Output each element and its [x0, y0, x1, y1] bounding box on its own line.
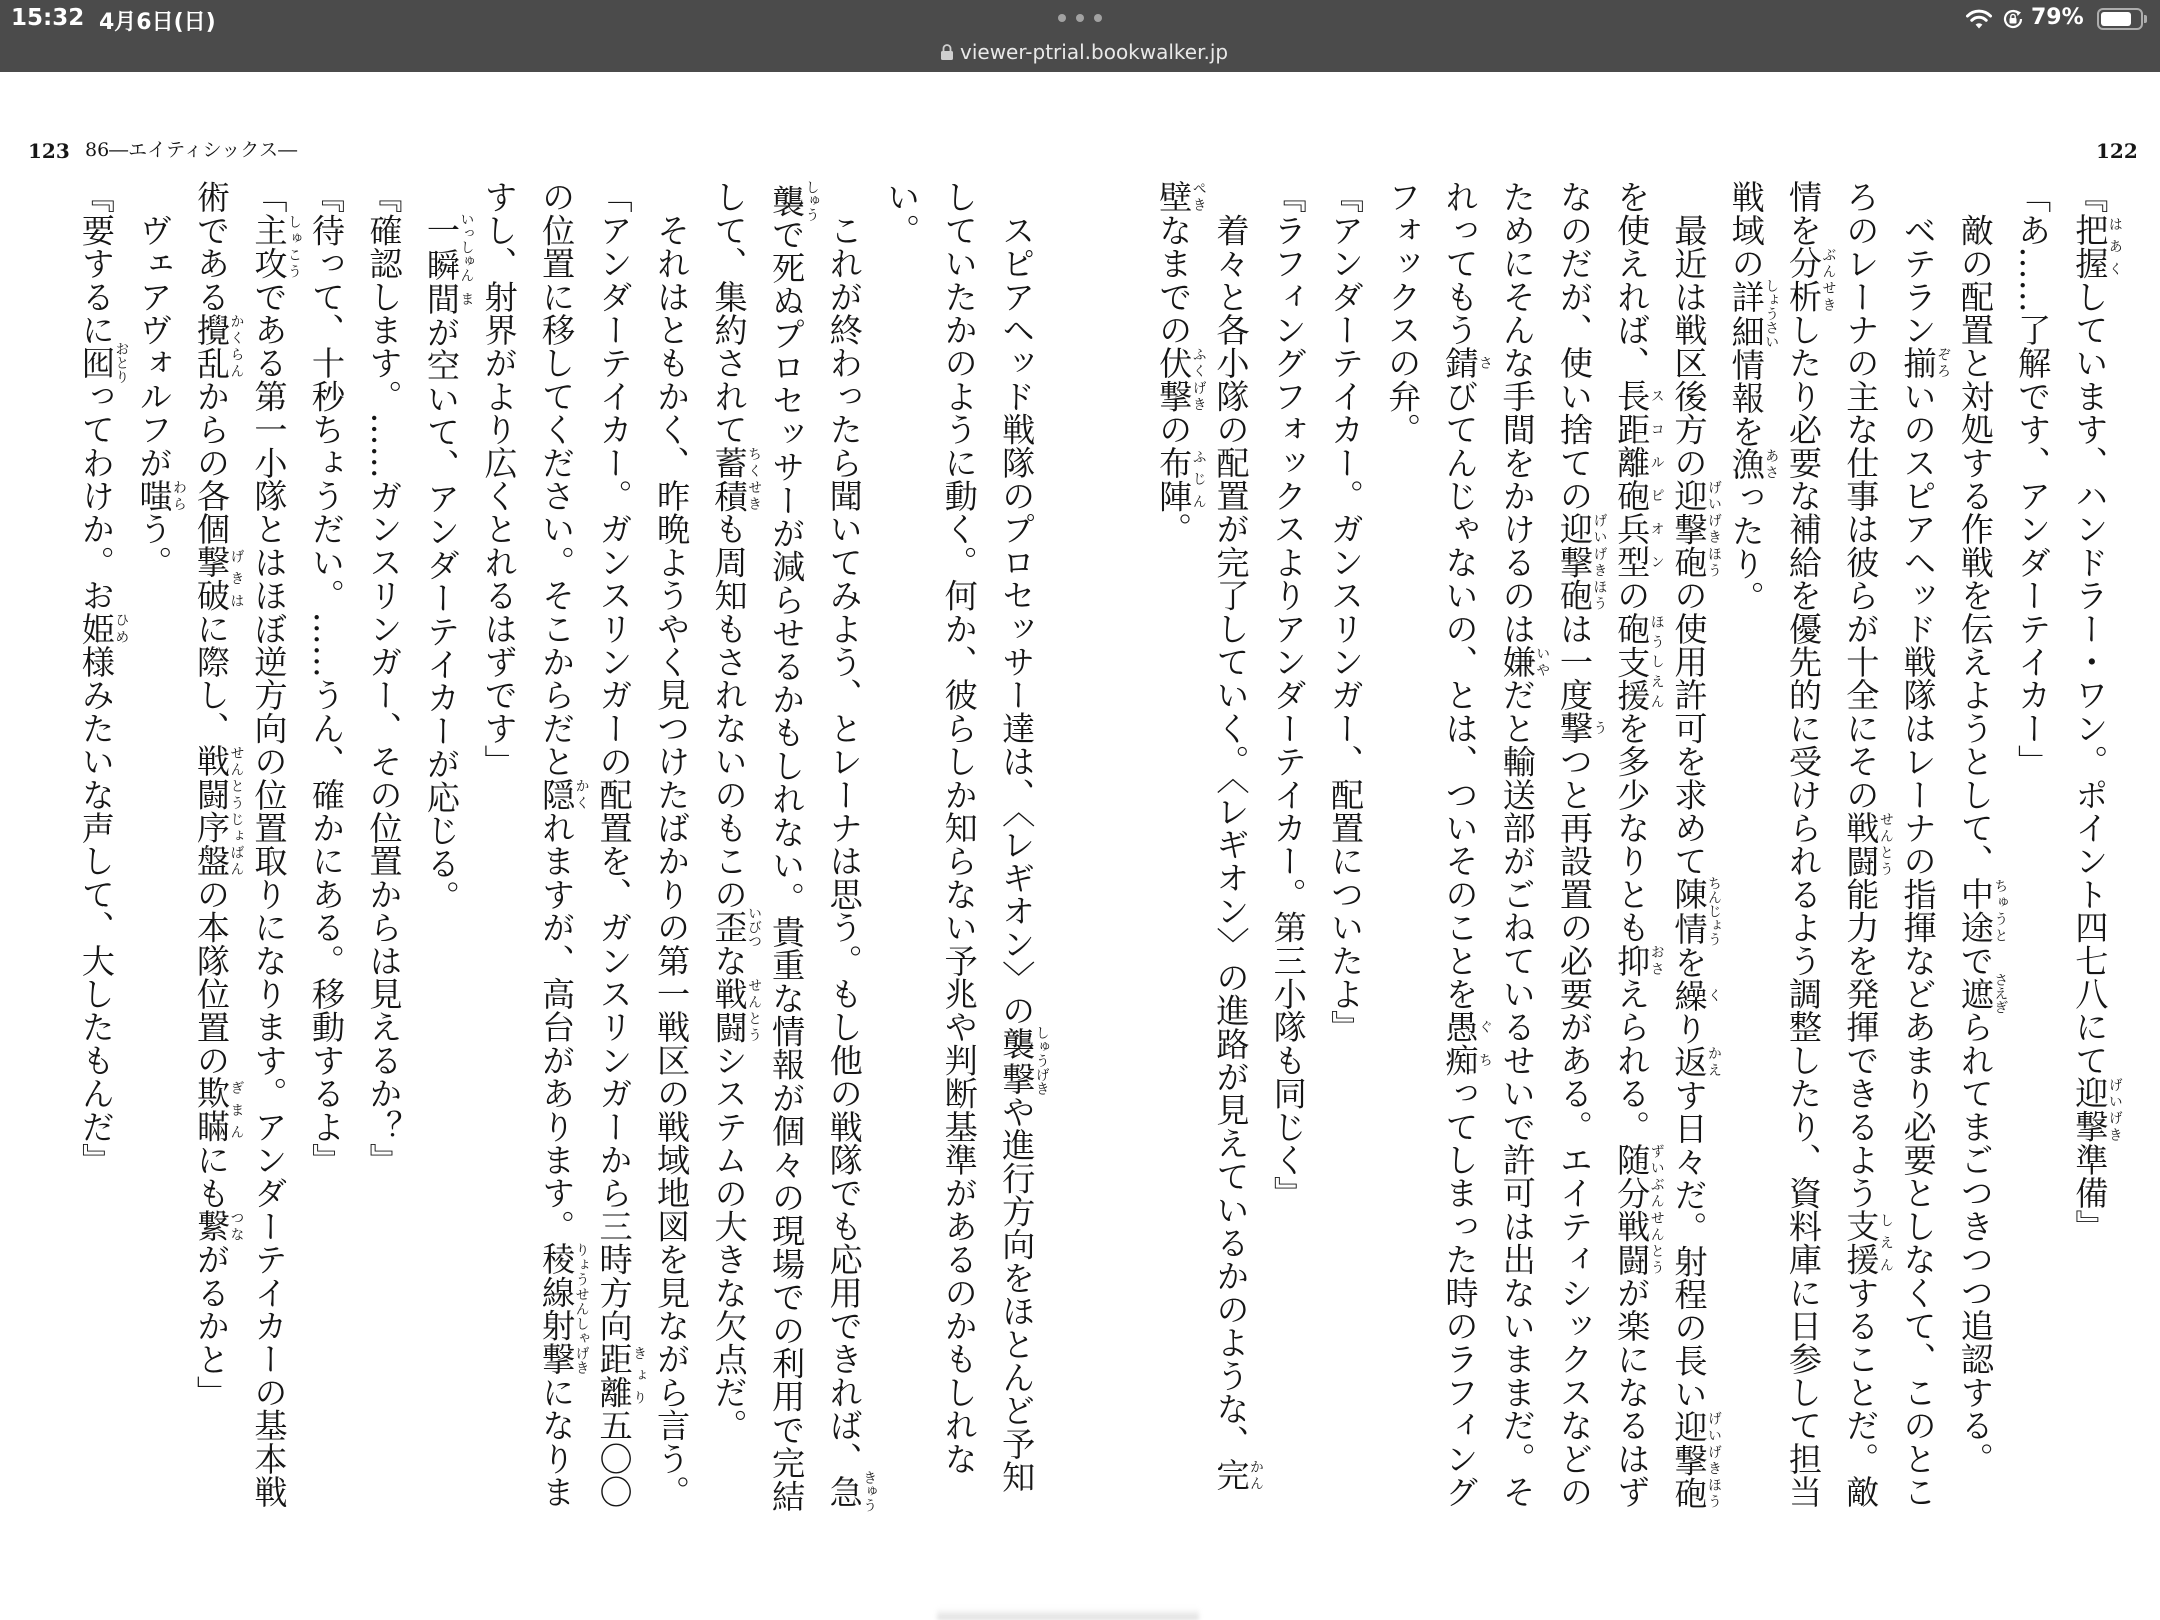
- furigana: はあく: [2105, 213, 2122, 280]
- ruby-word: 稜線射撃りょうせんしゃげき: [537, 1242, 589, 1376]
- ruby-word: 歪いびつ: [709, 906, 762, 948]
- furigana: いや: [1533, 644, 1550, 679]
- text-column: ヴェアヴォルフが嗤わらう。: [134, 180, 186, 579]
- ruby-word: 分析ぶんせき: [1784, 246, 1836, 313]
- ruby-word: 隠かく: [537, 777, 589, 811]
- furigana: ちくせき: [745, 445, 762, 513]
- furigana: ま: [457, 282, 474, 316]
- furigana: ぞろ: [1934, 346, 1951, 380]
- text-column: 一瞬いっしゅん間まが空いて、アンダーテイカーが応じる。: [422, 212, 474, 913]
- ruby-word: 揃ぞろ: [1898, 346, 1951, 380]
- ruby-word: 戦闘序盤せんとうじょばん: [191, 744, 244, 878]
- clock-date: 4月6日(日): [99, 10, 216, 35]
- furigana: く: [1705, 978, 1722, 1012]
- furigana: げいげきほう: [1705, 1410, 1722, 1510]
- furigana: しゅこう: [284, 213, 301, 280]
- furigana: さえぎ: [1991, 972, 2008, 1015]
- left-page-number: 123: [28, 139, 70, 163]
- text-column: すし、射界がより広くとれるはずです」: [479, 180, 519, 778]
- ruby-word: 主攻しゅこう: [249, 213, 301, 280]
- ruby-word: 襲撃しゅうげき: [997, 1025, 1049, 1096]
- furigana: しゅう: [802, 180, 819, 222]
- bottom-bar-edge: [937, 1608, 1199, 1620]
- text-column: 『待って、十秒ちょうだい。……うん、確かにある。移動するよ』: [306, 180, 346, 1176]
- furigana: つな: [227, 1209, 244, 1243]
- ruby-word: 襲しゅう: [767, 180, 819, 222]
- furigana: せんとう: [745, 976, 762, 1044]
- furigana: げいげき: [2105, 1076, 2122, 1143]
- ruby-word: 戦闘せんとう: [709, 976, 762, 1044]
- text-column: を使えれば、長距離砲兵型スコルピオンの砲支援ほうしえんを多少なりとも抑おさえられる。随分戦闘ずいぶんせんとうが楽になるはず: [1612, 180, 1664, 1509]
- furigana: あさ: [1762, 447, 1779, 481]
- furigana: きょり: [630, 1342, 647, 1409]
- ruby-word: 撃う: [1554, 711, 1607, 745]
- right-page[interactable]: [1080, 0, 2160, 1620]
- furigana: おとり: [112, 341, 129, 384]
- furigana: せんとう: [1876, 810, 1893, 878]
- furigana: かく: [572, 777, 589, 811]
- ruby-word: 長距離砲兵型スコルピオン: [1612, 379, 1664, 579]
- furigana: かん: [1246, 1458, 1263, 1492]
- furigana: しょうさい: [1762, 278, 1779, 349]
- text-column: それはともかく、昨晩ようやく見つけたばかりの第一戦区の戦域地図を見ながら言う。: [652, 180, 692, 1508]
- furigana: しえん: [1876, 1209, 1893, 1276]
- text-column: 術である攪乱かくらんからの各個撃破げきはに際し、戦闘序盤せんとうじょばんの本隊位置の欺瞞ぎまんにも繋つながるかと」: [191, 180, 244, 1409]
- furigana: おさ: [1647, 943, 1664, 977]
- furigana: きゅう: [860, 1470, 877, 1513]
- furigana: いびつ: [745, 906, 762, 948]
- ruby-word: 砲支援ほうしえん: [1612, 611, 1664, 712]
- ruby-word: 支援しえん: [1841, 1209, 1893, 1276]
- text-column: ベテラン揃ぞろいのスピアヘッド戦隊はレーナの指揮などあまり必要としなくて、このとこ: [1898, 180, 1951, 1509]
- ruby-word: 一瞬いっしゅん: [422, 212, 474, 283]
- text-column: 戦域の詳細しょうさい情報を漁あさったり。: [1726, 180, 1779, 614]
- ruby-word: 姫ひめ: [76, 611, 129, 645]
- furigana: りょうせんしゃげき: [572, 1242, 589, 1376]
- ruby-word: 返かえ: [1669, 1044, 1722, 1079]
- furigana: さ: [1475, 346, 1492, 380]
- text-column: 「あ……了解です、アンダーテイカー」: [2013, 180, 2053, 778]
- ruby-word: 迎撃砲げいげきほう: [1669, 1410, 1722, 1510]
- ruby-word: 完かん: [1211, 1458, 1263, 1492]
- text-column: 『要するに囮おとりってわけか。お姫ひめ様みたいな声して、大したもんだ』: [76, 180, 129, 1177]
- furigana: ちんじょう: [1705, 876, 1722, 947]
- furigana: ぐち: [1475, 1010, 1492, 1077]
- text-column: 『確認します。……ガンスリンガー、その位置からは見えるか？』: [364, 180, 404, 1176]
- text-column: 壁ぺきなまでの伏撃ふくげきの布陣ふじん。: [1154, 180, 1206, 546]
- ruby-word: 急きゅう: [824, 1470, 877, 1513]
- text-column: 敵の配置と対処する作戦を伝えようとして、中途ちゅうとで遮さえぎられてまごつきつつ追認する。: [1955, 180, 2008, 1475]
- furigana: しゅうげき: [1032, 1025, 1049, 1096]
- furigana: ちゅうと: [1991, 877, 2008, 944]
- ruby-word: 撃破げきは: [191, 545, 244, 612]
- ruby-word: 攪乱かくらん: [191, 312, 244, 380]
- ruby-word: 随分戦闘ずいぶんせんとう: [1612, 1142, 1664, 1276]
- text-column: フォックスの弁。: [1383, 180, 1423, 446]
- ruby-word: 嗤わら: [134, 478, 186, 513]
- text-column: これが終わったら聞いてみよう、とレーナは思う。もし他の戦隊でも応用できれば、急きゅう: [824, 180, 877, 1513]
- ruby-word: 間ま: [422, 282, 474, 316]
- text-column: 「アンダーテイカー。ガンスリンガーの配置を、ガンスリンガーから三時方向距離きょり五〇〇: [594, 180, 647, 1509]
- furigana: う: [1590, 711, 1607, 745]
- ruby-word: 伏撃ふくげき: [1154, 346, 1206, 413]
- furigana: ひめ: [112, 611, 129, 645]
- ruby-word: 迎撃砲げいげきほう: [1669, 478, 1722, 579]
- text-column: スピアヘッド戦隊のプロセッサー達は、〈レギオン〉の襲撃しゅうげきや進行方向をほとんど予知: [997, 180, 1049, 1494]
- furigana: かくらん: [227, 312, 244, 380]
- furigana: ぺき: [1189, 180, 1206, 214]
- ruby-word: 壁ぺき: [1154, 180, 1206, 214]
- ruby-word: 繋つな: [191, 1209, 244, 1243]
- ruby-word: 錆さ: [1440, 346, 1492, 380]
- ruby-word: 布陣ふじん: [1154, 445, 1206, 513]
- ruby-word: 欺瞞ぎまん: [191, 1076, 244, 1143]
- ruby-word: 遮さえぎ: [1955, 972, 2008, 1015]
- furigana: ほうしえん: [1647, 611, 1664, 712]
- right-page-number: 122: [2096, 139, 2138, 163]
- text-column: なのだが、使い捨ての迎撃砲げいげきほうは一度撃うつと再設置の必要がある。エイティシックスなどの: [1554, 180, 1607, 1509]
- ruby-word: 迎撃砲げいげきほう: [1554, 512, 1607, 612]
- furigana: げいげきほう: [1705, 478, 1722, 579]
- furigana: げいげきほう: [1590, 512, 1607, 612]
- furigana: いっしゅん: [457, 212, 474, 283]
- furigana: ぎまん: [227, 1076, 244, 1143]
- text-column: 『アンダーテイカー。ガンスリンガー、配置についたよ』: [1325, 180, 1365, 1044]
- furigana: わら: [169, 478, 186, 513]
- text-column: 『把握はあくしています、ハンドラー・ワン。ポイント四七八にて迎撃げいげき準備』: [2070, 180, 2122, 1243]
- ruby-word: 囮おとり: [76, 341, 129, 384]
- text-column: 襲しゅうで死ぬプロセッサーが減らせるかもしれない。貴重な情報が個々の現場での利用で完結: [767, 180, 819, 1513]
- furigana: せんとうじょばん: [227, 744, 244, 878]
- url-text[interactable]: viewer-ptrial.bookwalker.jp: [960, 40, 1229, 64]
- text-column: 情を分析ぶんせきしたり必要な補給を優先的に受けられるよう調整したり、資料庫に日参して担当: [1784, 180, 1836, 1509]
- ruby-word: 中途ちゅうと: [1955, 877, 2008, 944]
- text-column: 「主攻しゅこうである第一小隊とはほぼ逆方向の位置取りになります。アンダーテイカーの基本戦: [249, 180, 301, 1509]
- furigana: ずいぶんせんとう: [1647, 1142, 1664, 1276]
- furigana: げきは: [227, 545, 244, 612]
- text-column: ためにそんな手間をかけるのは嫌いやだと輸送部がごねているせいで許可は出ないままだ。そ: [1497, 180, 1550, 1509]
- furigana: ふくげき: [1189, 346, 1206, 413]
- ruby-word: 把握はあく: [2070, 213, 2122, 280]
- ruby-word: 抑おさ: [1612, 943, 1664, 977]
- clock-time: 15:32: [11, 5, 85, 31]
- text-column: 最近は戦区後方の迎撃砲げいげきほうの使用許可を求めて陳情ちんじょうを繰くり返かえす日々だ。射程の長い迎撃砲げいげきほう: [1669, 180, 1722, 1510]
- furigana: ぶんせき: [1819, 246, 1836, 313]
- ruby-word: 距離きょり: [594, 1342, 647, 1409]
- book-title-header: 86―エイティシックス―: [85, 139, 298, 161]
- text-column: ろのレーナの主な仕事は彼らが十全にその戦闘せんとう能力を発揮できるよう支援しえんすることだ。敵: [1841, 180, 1893, 1509]
- ruby-word: 詳細しょうさい: [1726, 278, 1779, 349]
- battery-percent: 79%: [2031, 5, 2084, 30]
- text-column: していたかのように動く。何か、彼らしか知らない予兆や判断基準があるのかもしれな: [939, 180, 979, 1475]
- ruby-word: 陳情ちんじょう: [1669, 876, 1722, 947]
- ruby-word: 繰く: [1669, 978, 1722, 1012]
- ruby-word: 嫌いや: [1497, 644, 1550, 679]
- ruby-word: 蓄積ちくせき: [709, 445, 762, 513]
- text-column: 『ラフィングフォックスよりアンダーテイカー。第三小隊も同じく』: [1268, 180, 1308, 1210]
- furigana: スコルピオン: [1647, 379, 1664, 579]
- text-column: の位置に移してください。そこからだと隠かくれますが、高台があります。稜線射撃りょうせんしゃげきになりま: [537, 180, 589, 1509]
- ruby-word: 漁あさ: [1726, 447, 1779, 481]
- text-column: い。: [882, 180, 922, 247]
- ruby-word: 戦闘せんとう: [1841, 810, 1893, 878]
- ruby-word: 愚痴ぐち: [1440, 1010, 1492, 1077]
- text-column: れってもう錆さびてんじゃないの、とは、ついそのことを愚痴ぐちってしまった時のラフィング: [1440, 180, 1492, 1509]
- furigana: かえ: [1705, 1044, 1722, 1079]
- ruby-word: 迎撃げいげき: [2070, 1076, 2122, 1143]
- furigana: ふじん: [1189, 445, 1206, 513]
- text-column: して、集約されて蓄積ちくせきも周知もされないのもこの歪いびつな戦闘せんとうシステムの大きな欠点だ。: [709, 180, 762, 1442]
- text-column: 着々と各小隊の配置が完了していく。〈レギオン〉の進路が見えているかのような、完かん: [1211, 180, 1263, 1492]
